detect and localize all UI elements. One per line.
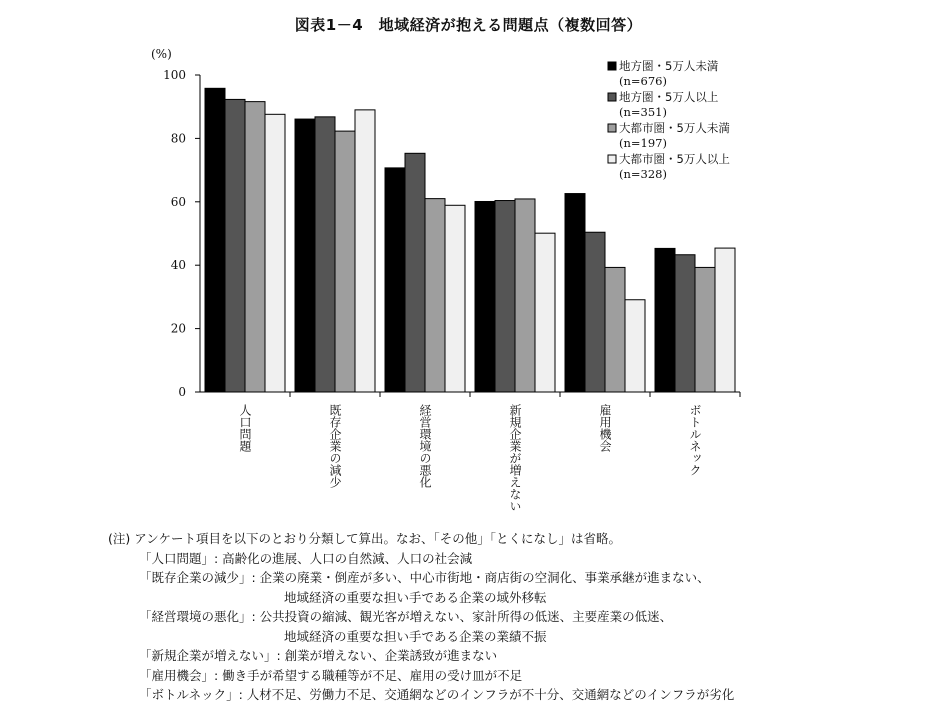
x-tick-label: 人口問題 [238,404,252,452]
note-item-population [108,549,918,569]
legend-count: (n=676) [619,74,667,88]
legend-label: 地方圏・5万人未満 [619,59,719,73]
legend-label: 地方圏・5万人以上 [619,90,719,104]
bar [405,153,425,392]
y-tick-label: 40 [170,258,186,273]
bar [445,205,465,392]
note-line: 「人口問題」: 高齢化の進展、人口の自然減、人口の社会減 [139,550,473,566]
note-line-continued: 地域経済の重要な担い手である企業の域外移転 [284,589,547,605]
bar [695,267,715,392]
bar [265,114,285,392]
bar [515,199,535,392]
legend-swatch [608,93,616,101]
bar [245,102,265,392]
note-line: 「雇用機会」: 働き手が希望する職種等が不足、雇用の受け皿が不足 [139,667,523,683]
y-tick-label: 80 [170,131,186,146]
bar [715,248,735,392]
note-line: 「経営環境の悪化」: 公共投資の縮減、観光客が増えない、家計所得の低迷、主要産業の低迷、 [139,609,673,624]
note-item-new-business [108,646,918,666]
bar [605,267,625,392]
bar [355,110,375,392]
legend-count: (n=197) [619,136,667,150]
bar [655,248,675,392]
y-axis-label: (%) [151,47,172,61]
bar [495,201,515,392]
note-item-business-environment [108,607,918,646]
notes-header: (注) アンケート項目を以下のとおり分類して算出。なお、「その他」「とくになし」は省略。 [108,531,621,546]
bar [535,233,555,392]
legend-count: (n=328) [619,167,667,181]
x-tick-label: ボトルネック [688,404,702,476]
note-line-continued: 地域経済の重要な担い手である企業の業績不振 [284,628,547,644]
legend-label: 大都市圏・5万人以上 [619,152,730,166]
x-tick-label: 経営環境の悪化 [418,404,432,488]
legend-swatch [608,155,616,163]
chart-category-labels [238,403,702,512]
bar [335,131,355,392]
x-tick-label: 既存企業の減少 [328,404,342,488]
y-tick-label: 60 [170,194,186,209]
x-tick-label: 新規企業が増えない [508,404,522,512]
chart-title: 図表1－4 地域経済が抱える問題点（複数回答） [294,16,643,34]
y-tick-label: 100 [163,68,186,82]
legend-swatch [608,124,616,132]
note-item-business-decline [108,568,918,607]
bar [315,117,335,392]
legend-count: (n=351) [619,105,667,119]
chart-notes [108,529,918,705]
bar [565,194,585,392]
note-item-employment [108,666,918,686]
bar [675,255,695,392]
x-tick-label: 雇用機会 [598,404,612,452]
chart-legend [608,59,730,181]
bar [585,232,605,392]
bar [385,168,405,392]
legend-swatch [608,62,616,70]
y-tick-label: 0 [178,385,186,399]
bar [225,99,245,392]
bar [295,119,315,392]
bar [625,300,645,392]
note-line: 「既存企業の減少」: 企業の廃業・倒産が多い、中心市街地・商店街の空洞化、事業承継が進まない、 [139,570,710,585]
bar [425,199,445,392]
bar [475,201,495,392]
y-tick-label: 20 [170,321,186,336]
note-line: 「新規企業が増えない」: 創業が増えない、企業誘致が進まない [139,648,498,663]
note-item-bottleneck [108,685,918,705]
note-line: 「ボトルネック」: 人材不足、労働力不足、交通網などのインフラが不十分、交通網などのインフラが劣化 [139,687,735,702]
legend-label: 大都市圏・5万人未満 [619,121,730,135]
bar [205,88,225,392]
